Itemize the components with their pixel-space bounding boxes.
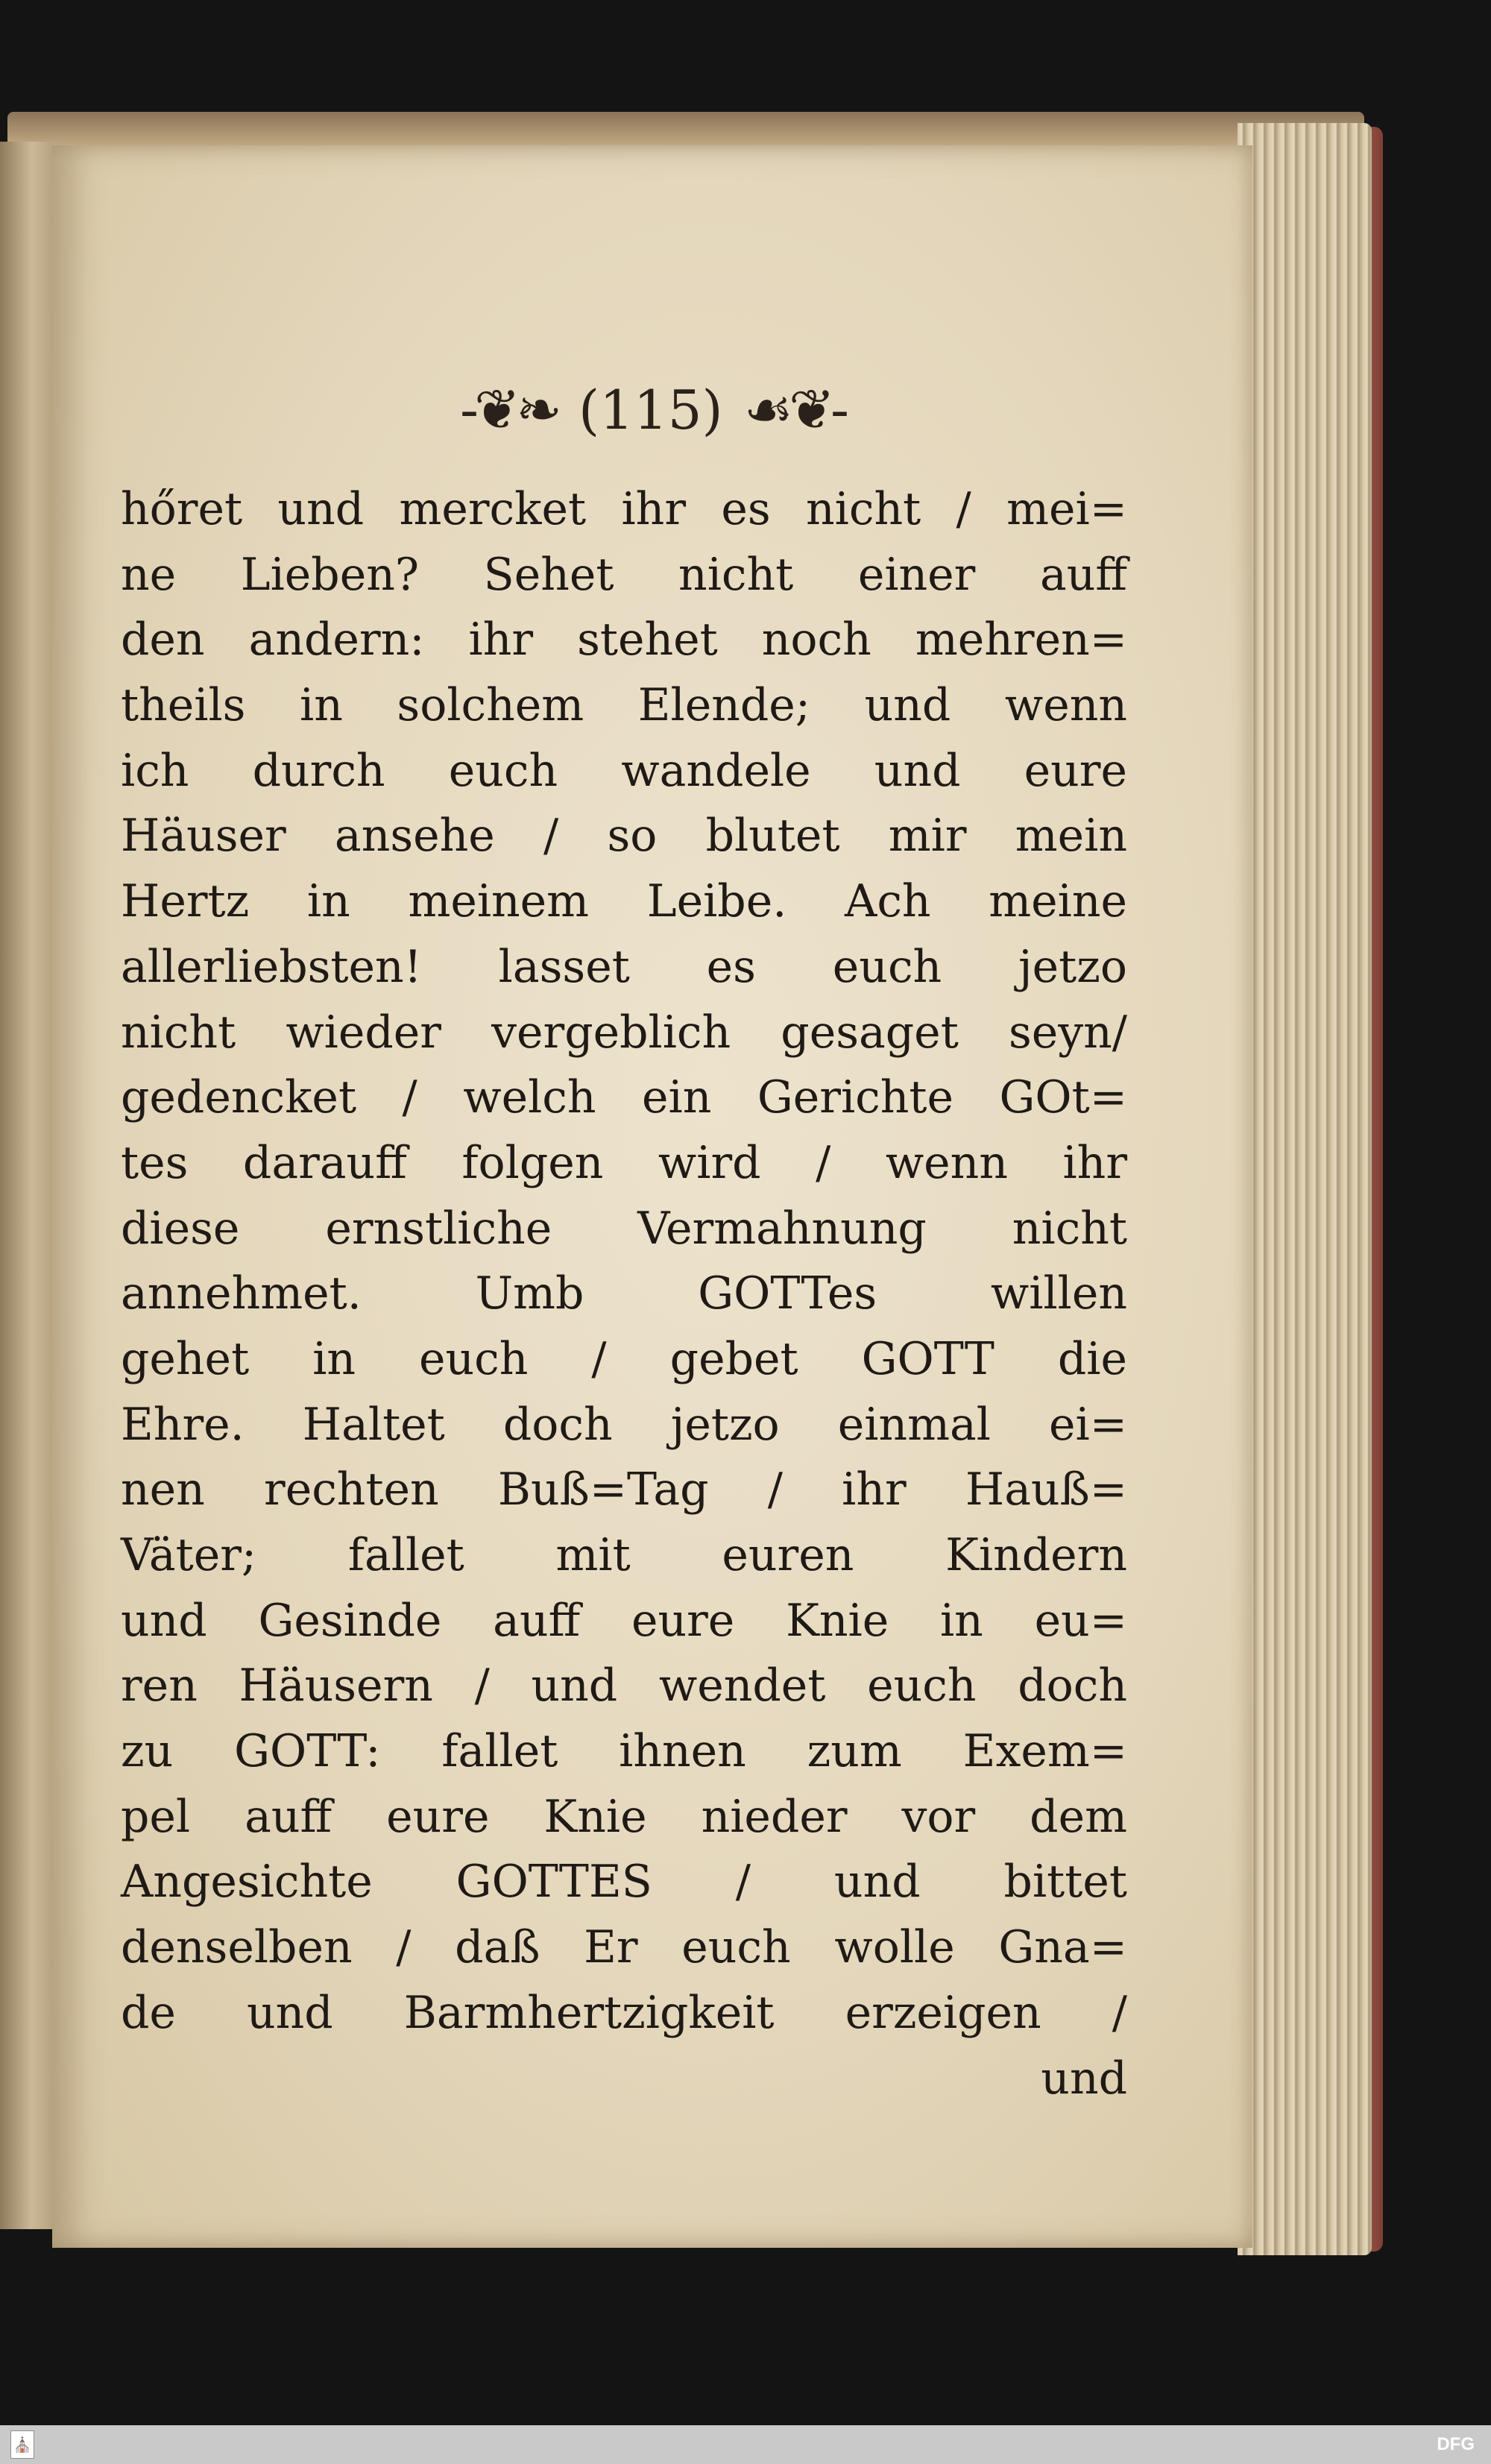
text-line: ne Lieben? Sehet nicht einer auff	[121, 548, 1127, 601]
text-line: Väter; fallet mit euren Kindern	[121, 1529, 1127, 1581]
left-page-edge	[0, 142, 52, 2229]
text-line: ich durch euch wandele und eure	[121, 744, 1127, 797]
text-line: theils in solchem Elende; und wenn	[121, 679, 1127, 732]
text-line: gedencket / welch ein Gerichte GOt=	[121, 1071, 1127, 1124]
text-line: den andern: ihr stehet noch mehren=	[121, 614, 1127, 667]
ornament-left-icon: -❦❧	[460, 378, 558, 442]
text-line: denselben / daß Er euch wolle Gna=	[121, 1921, 1127, 1974]
text-line: gehet in euch / gebet GOTT die	[121, 1332, 1127, 1385]
text-line: Häuser ansehe / so blutet mir mein	[121, 810, 1127, 863]
page-stack-edges	[1238, 123, 1372, 2255]
page-header	[52, 369, 1252, 451]
viewer-footer	[0, 2425, 1491, 2464]
text-line: und Gesinde auff eure Knie in eu=	[121, 1594, 1127, 1647]
text-line: Ehre. Haltet doch jetzo einmal ei=	[121, 1398, 1127, 1451]
text-line: hőret und mercket ihr es nicht / mei=	[121, 483, 1127, 535]
ornament-right-icon: ☙❦-	[743, 378, 845, 442]
text-line: Angesichte GOTTES / und bittet	[121, 1856, 1127, 1909]
text-line: nicht wieder vergeblich gesaget seyn/	[121, 1006, 1127, 1059]
text-line: Hertz in meinem Leibe. Ach meine	[121, 875, 1127, 928]
body-text	[121, 477, 1127, 2111]
text-line: ren Häusern / und wendet euch doch	[121, 1660, 1127, 1712]
text-line: diese ernstliche Vermahnung nicht	[121, 1202, 1127, 1255]
text-line: nen rechten Buß=Tag / ihr Hauß=	[121, 1463, 1127, 1516]
text-line: zu GOTT: fallet ihnen zum Exem=	[121, 1725, 1127, 1778]
book-page	[52, 145, 1252, 2248]
library-logo-icon: ⛪	[10, 2430, 34, 2459]
text-line: de und Barmhertzigkeit erzeigen /	[121, 1986, 1127, 2039]
text-line: allerliebsten! lasset es euch jetzo	[121, 940, 1127, 993]
page-number: (115)	[579, 379, 723, 441]
text-line: tes darauff folgen wird / wenn ihr	[121, 1136, 1127, 1189]
dfg-logo: DFG	[1437, 2434, 1475, 2454]
text-line: pel auff eure Knie nieder vor dem	[121, 1790, 1127, 1843]
text-line: annehmet. Umb GOTTes willen	[121, 1267, 1127, 1320]
catchword: und	[1041, 2052, 1127, 2105]
